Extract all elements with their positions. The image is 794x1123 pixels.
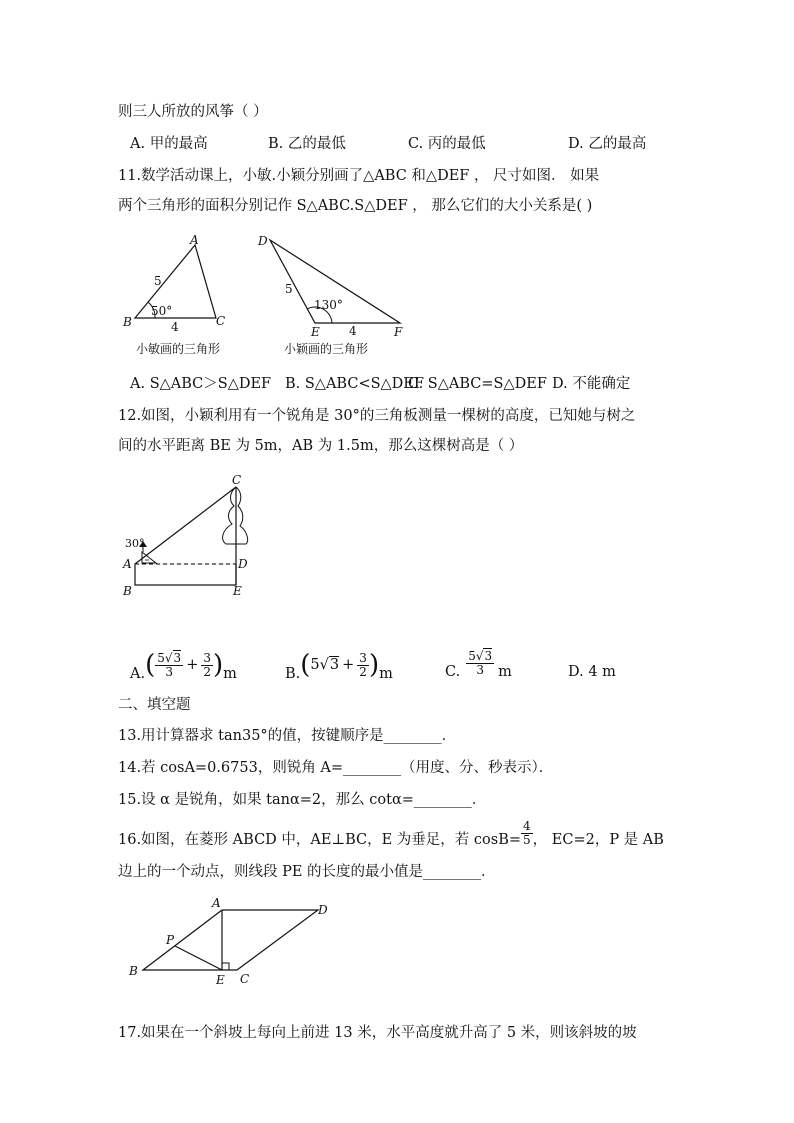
- label-a-rhombus: A: [212, 896, 221, 910]
- q16-line1-a: 16.如图，在菱形 ABCD 中，AE⊥BC，E 为垂足，若 cosB=: [118, 832, 522, 848]
- label-d-rhombus: D: [318, 903, 328, 917]
- cosb-fraction: $\frac{4}{5}$: [523, 818, 531, 847]
- q12-option-a: A. ( $\frac{5√3}{3}$ + $\frac{3}{2}$ ) m: [130, 650, 237, 682]
- label-c-tree: C: [232, 473, 242, 487]
- q12-option-c-prefix: C.: [445, 664, 461, 680]
- q12-line2: 间的水平距离 BE 为 5m，AB 为 1.5m，那么这棵树高是（ ）: [118, 438, 524, 454]
- q10-option-a: A. 甲的最高: [130, 136, 208, 152]
- angle-e-label: 130°: [314, 298, 343, 312]
- label-e: E: [311, 325, 320, 339]
- side-ab-length: 5: [154, 274, 162, 288]
- q10-stem: 则三人所放的风筝（ ）: [118, 104, 268, 120]
- q12-option-c: C. $\frac{5√3}{3}$ m: [445, 648, 512, 680]
- label-c-rhombus: C: [240, 972, 250, 986]
- label-b-ground: B: [123, 584, 132, 598]
- angle-b-label: 50°: [151, 304, 173, 318]
- section-title: 二、填空题: [118, 697, 191, 713]
- caption-xiaomin: 小敏画的三角形: [136, 342, 221, 356]
- frac-5root3-over-3-c: $\frac{5√3}{3}$: [468, 648, 493, 677]
- q11-option-a: A. S△ABC＞S△DEF: [130, 376, 272, 392]
- q12-line1: 12.如图，小颖利用有一个锐角是 30°的三角板测量一棵树的高度，已知她与树之: [118, 408, 636, 424]
- side-bc-length: 4: [171, 320, 179, 334]
- caption-xiaoying: 小颖画的三角形: [284, 342, 369, 356]
- q11-line2: 两个三角形的面积分别记作 S△ABC.S△DEF ， 那么它们的大小关系是( ): [118, 198, 593, 214]
- label-b: B: [123, 315, 132, 329]
- frac-3-over-2-b: $\frac{3}{2}$: [359, 650, 367, 679]
- q11-option-b: B. S△ABC<S△DEF: [285, 376, 424, 392]
- q10-option-d: D. 乙的最高: [568, 136, 647, 152]
- label-f: F: [394, 325, 403, 339]
- frac-5root3-over-3: $\frac{5√3}{3}$: [157, 650, 182, 679]
- label-c: C: [216, 314, 226, 328]
- label-a: A: [190, 233, 199, 247]
- q11-option-d: D. 不能确定: [552, 376, 631, 392]
- q12-option-d: D. 4 m: [568, 664, 616, 680]
- q13-text: 13.用计算器求 tan35°的值，按键顺序是________．: [118, 728, 457, 744]
- label-d: D: [258, 234, 268, 248]
- q14-text: 14.若 cosA=0.6753，则锐角 A=________（用度、分、秒表示）．: [118, 760, 554, 776]
- q12-option-a-prefix: A.: [130, 666, 146, 682]
- q12-option-b: B. ( 5√3 + $\frac{3}{2}$ ) m: [285, 650, 393, 682]
- angle-30-label: 30°: [125, 537, 145, 550]
- frac-3-over-2: $\frac{3}{2}$: [203, 650, 211, 679]
- q11-line1: 11.数学活动课上，小敏.小颖分别画了△ABC 和△DEF ， 尺寸如图． 如果: [118, 168, 600, 184]
- label-e-ground: E: [233, 584, 242, 598]
- q10-option-c: C. 丙的最低: [408, 136, 486, 152]
- q17-line1: 17.如果在一个斜坡上每向上前进 13 米，水平高度就升高了 5 米，则该斜坡的坡: [118, 1025, 637, 1041]
- q12-option-b-prefix: B.: [285, 666, 301, 682]
- side-de-length: 5: [285, 282, 293, 296]
- side-ef-length: 4: [349, 324, 357, 338]
- label-e-rhombus: E: [216, 973, 225, 987]
- label-p-rhombus: P: [166, 933, 175, 947]
- q15-text: 15.设 α 是锐角，如果 tanα=2，那么 cotα=________．: [118, 792, 487, 808]
- q16-line1-b: ， EC=2，P 是 AB: [532, 832, 664, 848]
- label-b-rhombus: B: [129, 964, 138, 978]
- q11-option-c: C. S△ABC=S△DEF: [408, 376, 547, 392]
- label-d-tree: D: [238, 557, 248, 571]
- q16-line2: 边上的一个动点，则线段 PE 的长度的最小值是________．: [118, 864, 496, 880]
- q10-option-b: B. 乙的最低: [268, 136, 346, 152]
- label-a-eye: A: [123, 557, 132, 571]
